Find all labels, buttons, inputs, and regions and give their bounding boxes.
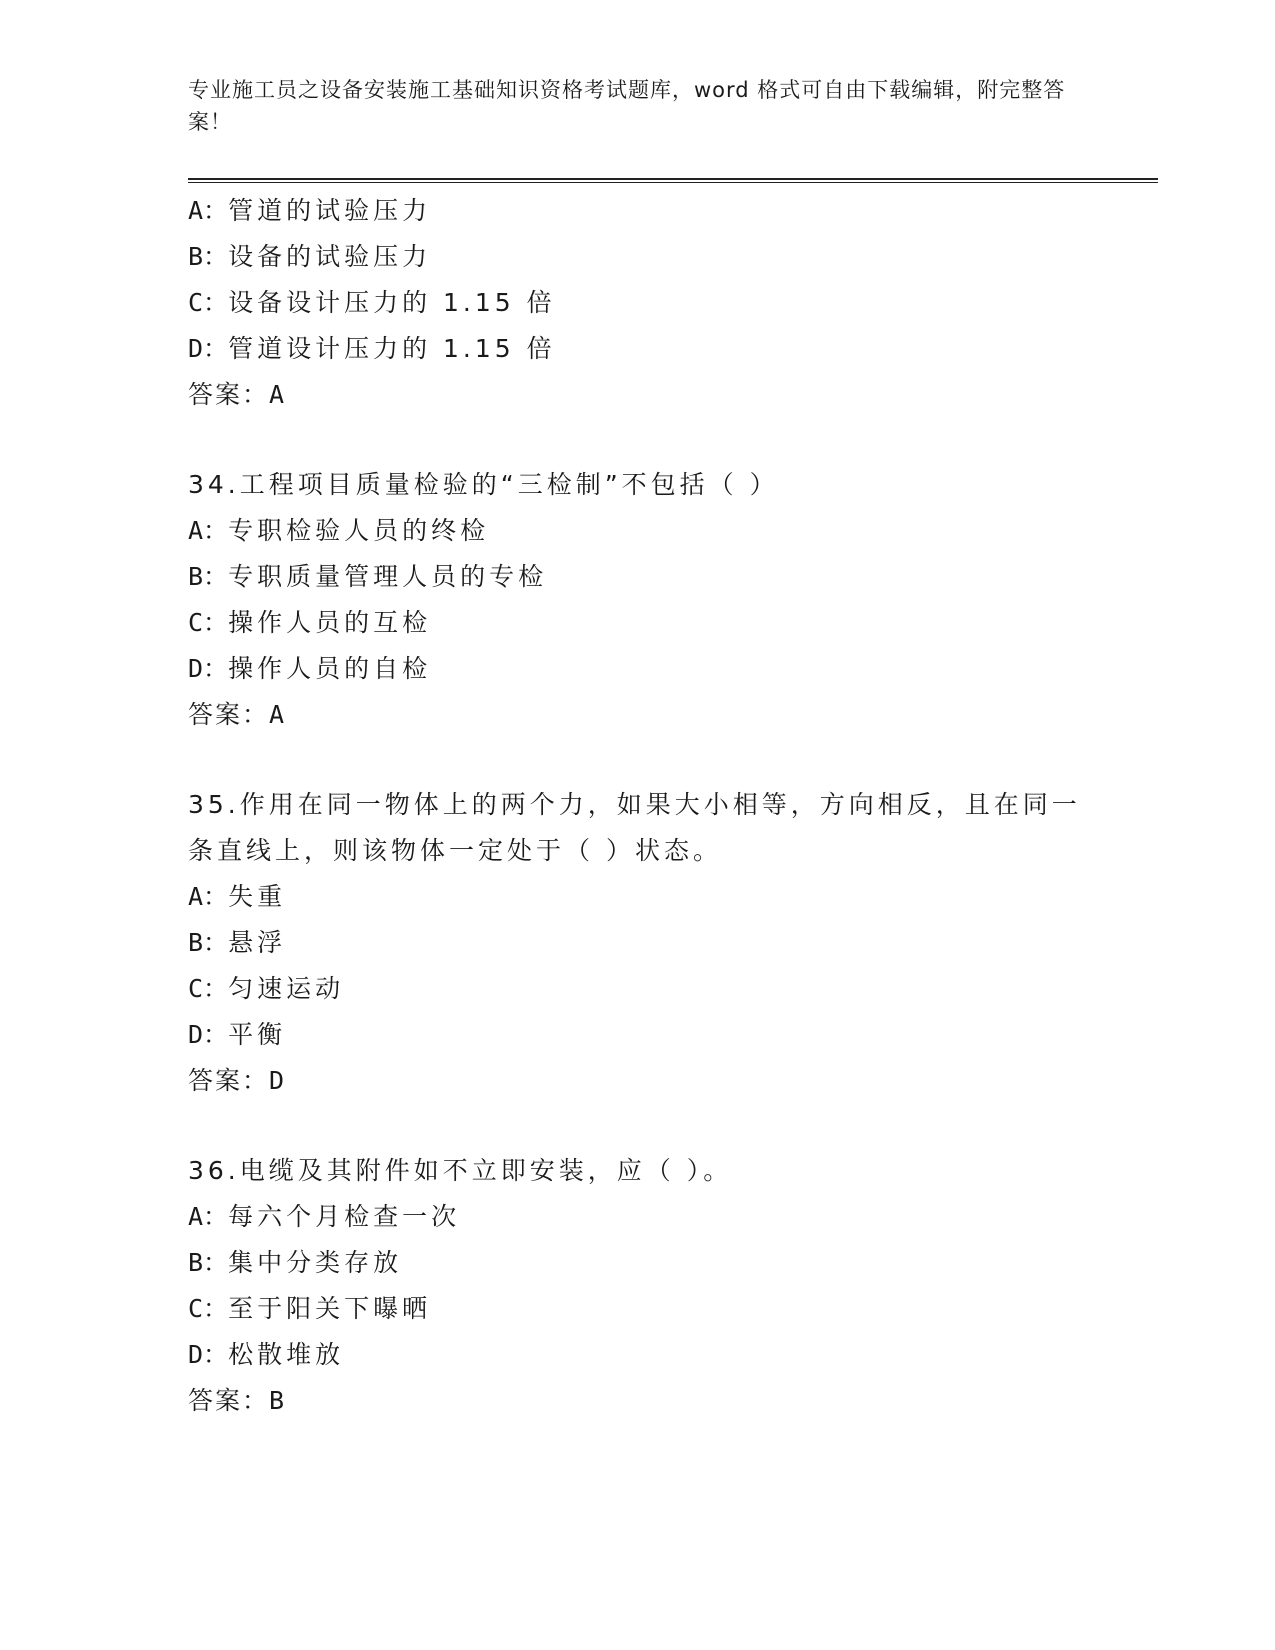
option-key: B：: [188, 242, 229, 271]
option-a: [188, 508, 1158, 554]
option-d: [188, 1332, 1158, 1378]
answer-value: B: [269, 1386, 287, 1415]
option-d: [188, 646, 1158, 692]
option-key: A：: [188, 516, 229, 545]
question-stem: 35.作用在同一物体上的两个力，如果大小相等，方向相反，且在同一条直线上，则该物体一定处于（ ）状态。: [188, 790, 1081, 865]
answer-line: [188, 372, 1158, 418]
option-c: [188, 280, 1158, 326]
option-text: 操作人员的自检: [228, 654, 432, 683]
option-text: 悬浮: [228, 928, 287, 957]
option-text: 专职质量管理人员的专检: [228, 562, 548, 591]
option-text: 每六个月检查一次: [228, 1202, 461, 1231]
option-c: [188, 600, 1158, 646]
option-b: [188, 554, 1158, 600]
option-key: C：: [188, 288, 229, 317]
option-text: 操作人员的互检: [228, 608, 432, 637]
answer-line: [188, 1378, 1158, 1424]
option-text: 至于阳关下曝晒: [228, 1294, 432, 1323]
option-key: C：: [188, 608, 229, 637]
option-text: 失重: [228, 882, 287, 911]
option-key: C：: [188, 1294, 229, 1323]
option-text: 松散堆放: [228, 1340, 345, 1369]
question-36: [188, 1148, 1158, 1424]
option-text: 设备设计压力的 1.15 倍: [228, 288, 556, 317]
answer-value: D: [269, 1066, 287, 1095]
answer-line: [188, 692, 1158, 738]
option-text: 专职检验人员的终检: [228, 516, 490, 545]
option-key: D：: [188, 334, 229, 363]
option-a: [188, 874, 1158, 920]
option-b: [188, 234, 1158, 280]
document-header: [188, 74, 1088, 138]
option-c: [188, 1286, 1158, 1332]
header-divider: [188, 178, 1158, 183]
option-key: B：: [188, 562, 229, 591]
option-key: D：: [188, 1020, 229, 1049]
option-key: B：: [188, 1248, 229, 1277]
answer-label: 答案：: [188, 1386, 270, 1415]
option-key: D：: [188, 1340, 229, 1369]
question-stem: 36.电缆及其附件如不立即安装，应（ ）。: [188, 1156, 733, 1185]
option-key: D：: [188, 654, 229, 683]
answer-label: 答案：: [188, 700, 270, 729]
question-35: [188, 782, 1158, 1104]
option-b: [188, 1240, 1158, 1286]
option-key: C：: [188, 974, 229, 1003]
question-stem: 34.工程项目质量检验的“三检制”不包括（ ）: [188, 470, 779, 499]
option-a: [188, 188, 1158, 234]
question-partial: [188, 188, 1158, 418]
option-key: A：: [188, 1202, 229, 1231]
header-title: 专业施工员之设备安装施工基础知识资格考试题库，word 格式可自由下载编辑，附完整答案！: [188, 78, 1066, 134]
answer-line: [188, 1058, 1158, 1104]
question-list: [188, 188, 1158, 1424]
answer-label: 答案：: [188, 380, 270, 409]
option-d: [188, 326, 1158, 372]
option-b: [188, 920, 1158, 966]
option-text: 匀速运动: [228, 974, 345, 1003]
option-key: A：: [188, 196, 229, 225]
option-text: 平衡: [228, 1020, 287, 1049]
option-d: [188, 1012, 1158, 1058]
option-a: [188, 1194, 1158, 1240]
answer-value: A: [269, 700, 287, 729]
option-key: A：: [188, 882, 229, 911]
option-text: 设备的试验压力: [228, 242, 432, 271]
option-text: 管道的试验压力: [228, 196, 432, 225]
option-key: B：: [188, 928, 229, 957]
option-c: [188, 966, 1158, 1012]
answer-value: A: [269, 380, 287, 409]
option-text: 管道设计压力的 1.15 倍: [228, 334, 556, 363]
option-text: 集中分类存放: [228, 1248, 403, 1277]
answer-label: 答案：: [188, 1066, 270, 1095]
question-34: [188, 462, 1158, 738]
